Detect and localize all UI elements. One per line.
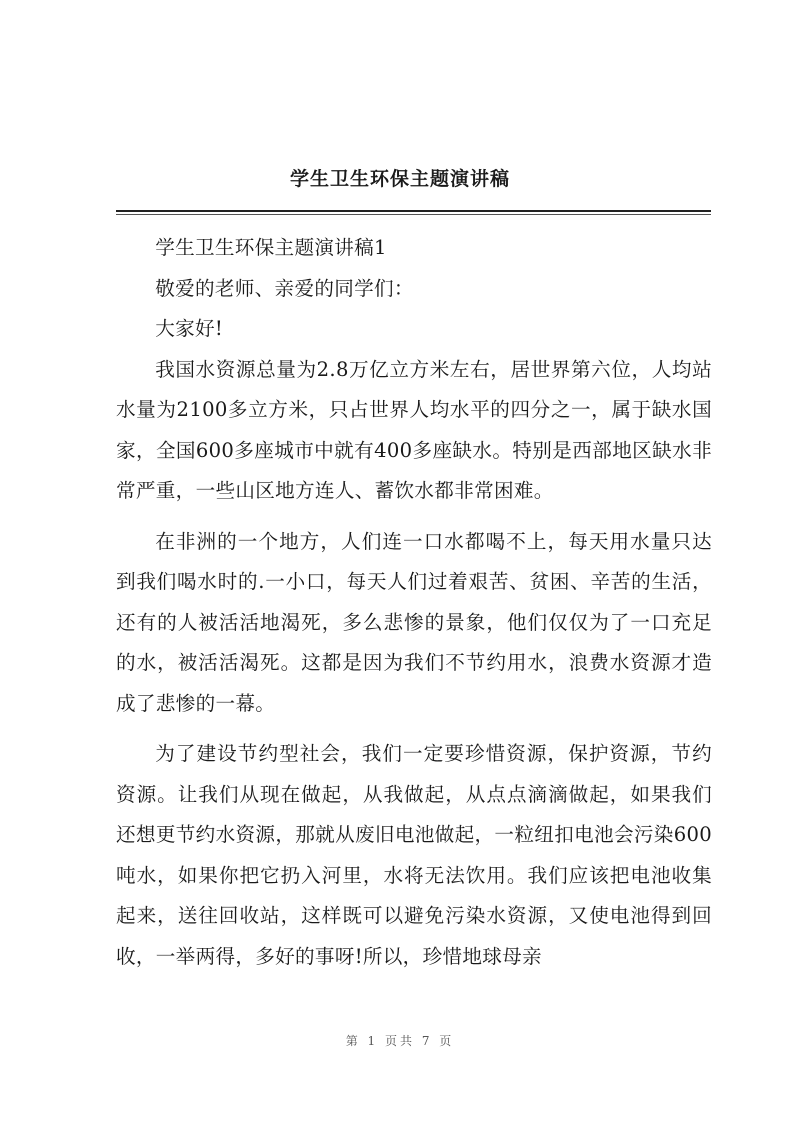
paragraph-body: 在非洲的一个地方，人们连一口水都喝不上，每天用水量只达到我们喝水时的.一小口，每天人们过着艰苦、贫困、辛苦的生活，还有的人被活活地渴死，多么悲惨的景象，他们仅仅为了一口充足的水，被活活渴死。这都是因为我们不节约用水，浪费水资源才造成了悲惨的一幕。: [116, 529, 712, 715]
paragraph-body: 我国水资源总量为2.8万亿立方米左右，居世界第六位，人均站水量为2100多立方米，只占世界人均水平的四分之一，属于缺水国家，全国600多座城市中就有400多座缺水。特别是西部地区缺水非常严重，一些山区地方连人、蓄饮水都非常困难。: [116, 357, 712, 502]
title-divider-thin: [116, 214, 711, 215]
title-divider: [116, 210, 711, 212]
paragraph-salutation: 敬爱的老师、亲爱的同学们：: [155, 276, 414, 300]
paragraph-body: 为了建设节约型社会，我们一定要珍惜资源，保护资源，节约资源。让我们从现在做起，从我做起，从点点滴滴做起，如果我们还想更节约水资源，那就从废旧电池做起，一粒纽扣电池会污染600吨水，如果你把它扔入河里，水将无法饮用。我们应该把电池收集起来，送往回收站，这样既可以避免污染水资源，又使电池得到回收，一举两得，多好的事呀!所以，珍惜地球母亲: [116, 742, 712, 968]
document-title: 学生卫生环保主题演讲稿: [289, 168, 510, 190]
paragraph-greeting: 大家好!: [155, 317, 224, 340]
paragraph-heading: 学生卫生环保主题演讲稿1: [155, 236, 387, 259]
document-body: [116, 228, 712, 977]
page-number-footer: 第 1 页共 7 页: [345, 1034, 455, 1048]
